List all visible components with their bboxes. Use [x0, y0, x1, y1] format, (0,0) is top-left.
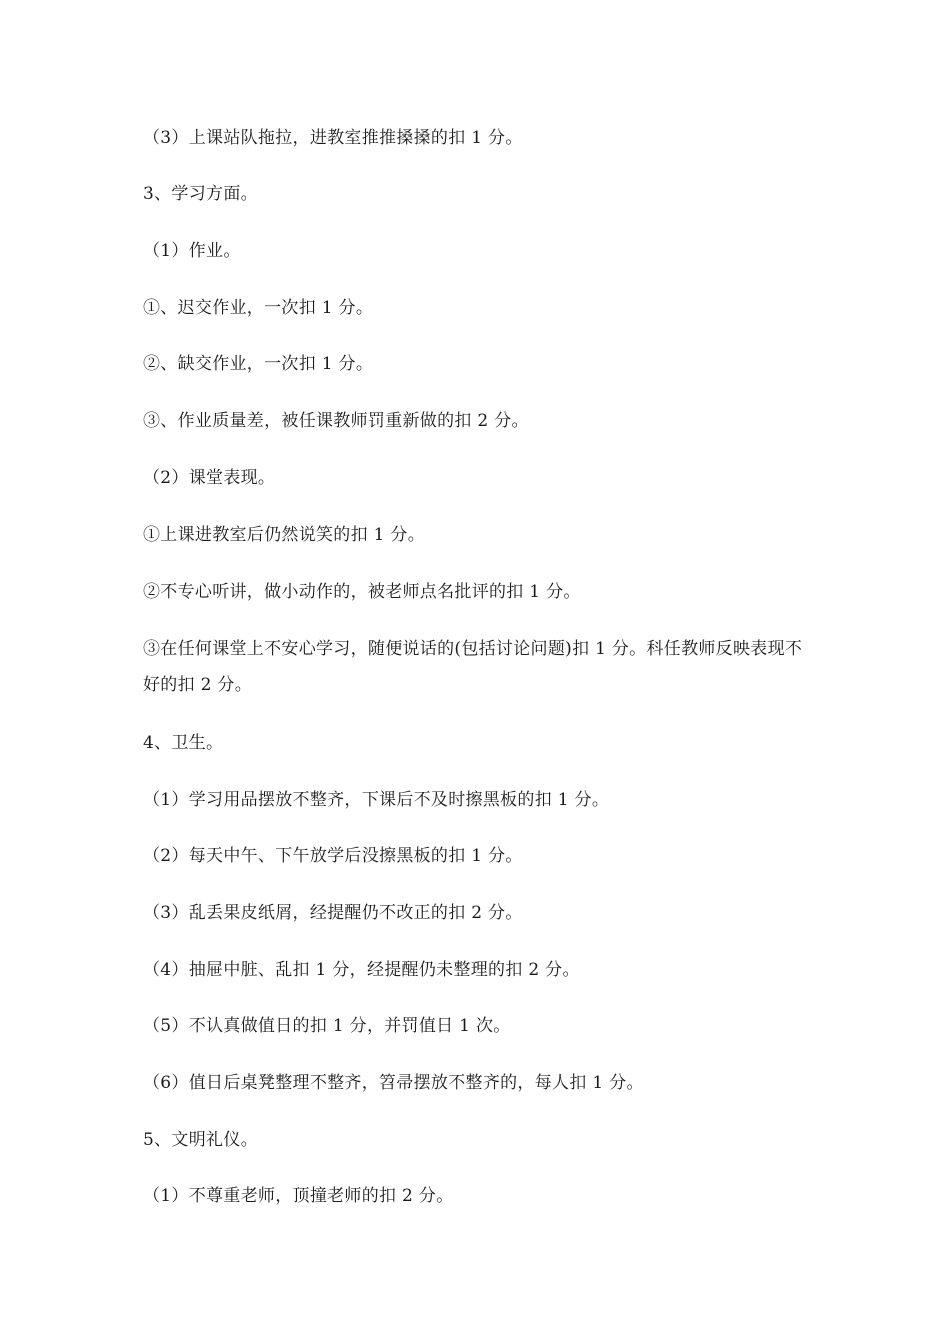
paragraph-disruptive-study: ③在任何课堂上不安心学习，随便说话的(包括讨论问题)扣 1 分。科任教师反映表现不好的扣 2 分。 [143, 639, 803, 695]
paragraph-late-homework: ①、迟交作业，一次扣 1 分。 [143, 298, 374, 318]
section-heading-hygiene: 4、卫生。 [143, 733, 224, 753]
paragraph-duty: （5）不认真做值日的扣 1 分，并罚值日 1 次。 [143, 1016, 511, 1036]
paragraph-talking-in-class: ①上课进教室后仍然说笑的扣 1 分。 [143, 525, 426, 545]
subheading-classroom: （2）课堂表现。 [143, 468, 276, 488]
paragraph-desks-brooms: （6）值日后桌凳整理不整齐，笤帚摆放不整齐的，每人扣 1 分。 [143, 1073, 644, 1093]
paragraph-blackboard: （2）每天中午、下午放学后没擦黑板的扣 1 分。 [143, 846, 523, 866]
subheading-homework: （1）作业。 [143, 241, 241, 261]
paragraph-litter: （3）乱丢果皮纸屑，经提醒仍不改正的扣 2 分。 [143, 903, 523, 923]
paragraph-respect-teachers: （1）不尊重老师，顶撞老师的扣 2 分。 [143, 1186, 454, 1206]
paragraph-missing-homework: ②、缺交作业，一次扣 1 分。 [143, 354, 374, 374]
paragraph-queue-discipline: （3）上课站队拖拉，进教室推推搡搡的扣 1 分。 [143, 128, 523, 148]
section-heading-etiquette: 5、文明礼仪。 [143, 1130, 258, 1150]
paragraph-messy-drawer: （4）抽屉中脏、乱扣 1 分，经提醒仍未整理的扣 2 分。 [143, 960, 580, 980]
paragraph-untidy-supplies: （1）学习用品摆放不整齐，下课后不及时擦黑板的扣 1 分。 [143, 790, 610, 810]
paragraph-not-listening: ②不专心听讲，做小动作的，被老师点名批评的扣 1 分。 [143, 582, 581, 602]
section-heading-study: 3、学习方面。 [143, 184, 258, 204]
paragraph-poor-homework: ③、作业质量差，被任课教师罚重新做的扣 2 分。 [143, 411, 529, 431]
